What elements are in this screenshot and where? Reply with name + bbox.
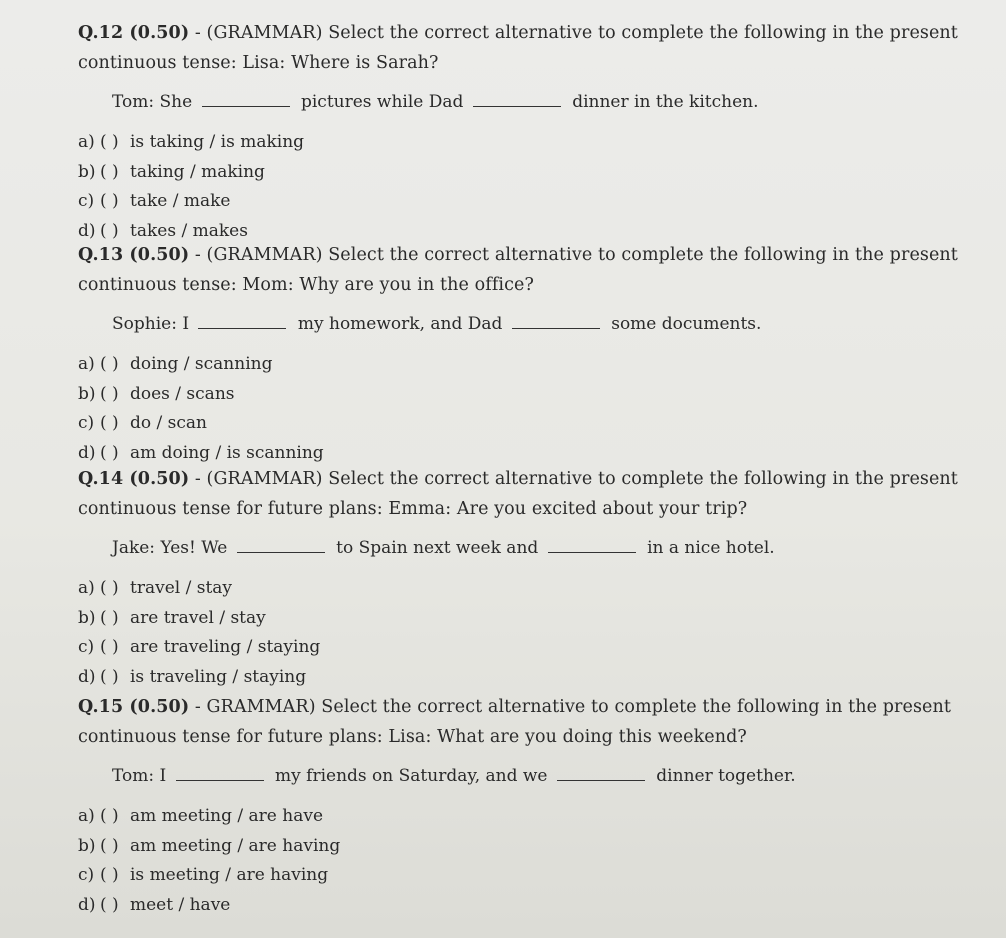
option-text: am meeting / are have	[130, 806, 324, 826]
option-letter: b)	[78, 383, 96, 404]
option-text: meet / have	[130, 894, 231, 915]
option-text: are travel / stay	[130, 607, 266, 628]
question-text: - (GRAMMAR) Select the correct alternative to complete the following in the present continuous tense: Lisa: Where is Sarah?	[78, 23, 958, 73]
option-a[interactable]	[78, 574, 978, 604]
answer-blank	[198, 312, 286, 329]
option-letter: d)	[78, 442, 96, 463]
option-text: is taking / is making	[130, 132, 305, 152]
dialogue-part: to Spain next week and	[336, 538, 539, 558]
options-list	[78, 574, 978, 692]
option-letter: d)	[78, 220, 96, 241]
dialogue-line	[112, 88, 978, 116]
dialogue-part: Jake: Yes! We	[112, 538, 228, 558]
question-number: Q.13 (0.50)	[78, 245, 190, 265]
option-letter: d)	[78, 894, 96, 915]
answer-blank	[473, 90, 561, 107]
option-text: taking / making	[130, 161, 265, 182]
dialogue-part: dinner in the kitchen.	[572, 92, 759, 112]
question-15	[78, 692, 978, 920]
option-letter: b)	[78, 835, 96, 856]
options-list	[78, 128, 978, 246]
answer-blank	[176, 764, 264, 781]
option-letter: a)	[78, 354, 95, 374]
dialogue-part: dinner together.	[656, 766, 796, 786]
option-text: is traveling / staying	[130, 666, 307, 687]
option-letter: c)	[78, 191, 95, 211]
option-d[interactable]	[78, 663, 978, 693]
question-stem	[78, 692, 978, 752]
question-number: Q.15 (0.50)	[78, 697, 190, 717]
question-stem	[78, 464, 978, 524]
option-text: do / scan	[130, 413, 207, 433]
option-text: am doing / is scanning	[130, 442, 324, 463]
option-c[interactable]	[78, 187, 978, 217]
option-text: am meeting / are having	[130, 835, 341, 856]
option-letter: d)	[78, 666, 96, 687]
option-c[interactable]	[78, 409, 978, 439]
option-b[interactable]	[78, 380, 978, 410]
option-text: are traveling / staying	[130, 637, 321, 657]
dialogue-line	[112, 762, 978, 790]
dialogue-part: Tom: She	[112, 92, 193, 112]
option-text: doing / scanning	[130, 354, 273, 374]
question-13	[78, 240, 978, 468]
question-12	[78, 18, 978, 246]
option-text: does / scans	[130, 383, 235, 404]
dialogue-part: my friends on Saturday, and we	[275, 766, 548, 786]
question-text: - (GRAMMAR) Select the correct alternative to complete the following in the present continuous tense: Mom: Why are you in the office?	[78, 245, 958, 295]
question-text: - (GRAMMAR) Select the correct alternative to complete the following in the present continuous tense for future plans: Emma: Are you excited about your trip?	[78, 469, 958, 519]
question-stem	[78, 240, 978, 300]
option-checkbox[interactable]: ( )	[100, 578, 119, 598]
option-checkbox[interactable]: ( )	[100, 413, 119, 433]
option-text: travel / stay	[130, 578, 233, 598]
option-letter: c)	[78, 413, 95, 433]
answer-blank	[548, 536, 636, 553]
question-stem	[78, 18, 978, 78]
option-letter: c)	[78, 637, 95, 657]
option-checkbox[interactable]: ( )	[100, 835, 119, 856]
option-text: is meeting / are having	[130, 865, 329, 885]
option-c[interactable]	[78, 861, 978, 891]
dialogue-part: Tom: I	[112, 766, 167, 786]
answer-blank	[237, 536, 325, 553]
option-b[interactable]	[78, 604, 978, 634]
option-checkbox[interactable]: ( )	[100, 220, 119, 241]
answer-blank	[512, 312, 600, 329]
dialogue-line	[112, 534, 978, 562]
option-checkbox[interactable]: ( )	[100, 191, 119, 211]
option-a[interactable]	[78, 350, 978, 380]
option-checkbox[interactable]: ( )	[100, 666, 119, 687]
option-text: takes / makes	[130, 220, 248, 241]
options-list	[78, 350, 978, 468]
option-letter: b)	[78, 161, 96, 182]
option-checkbox[interactable]: ( )	[100, 865, 119, 885]
option-b[interactable]	[78, 158, 978, 188]
option-letter: b)	[78, 607, 96, 628]
dialogue-part: my homework, and Dad	[297, 314, 503, 334]
option-c[interactable]	[78, 633, 978, 663]
option-checkbox[interactable]: ( )	[100, 442, 119, 463]
option-letter: a)	[78, 806, 95, 826]
question-number: Q.12 (0.50)	[78, 23, 190, 43]
option-checkbox[interactable]: ( )	[100, 806, 119, 826]
option-checkbox[interactable]: ( )	[100, 132, 119, 152]
option-letter: c)	[78, 865, 95, 885]
dialogue-line	[112, 310, 978, 338]
answer-blank	[557, 764, 645, 781]
dialogue-part: some documents.	[611, 314, 762, 334]
option-checkbox[interactable]: ( )	[100, 354, 119, 374]
option-checkbox[interactable]: ( )	[100, 383, 119, 404]
option-text: take / make	[130, 191, 231, 211]
dialogue-part: in a nice hotel.	[647, 538, 775, 558]
question-14	[78, 464, 978, 692]
dialogue-part: pictures while Dad	[300, 92, 464, 112]
option-checkbox[interactable]: ( )	[100, 607, 119, 628]
option-checkbox[interactable]: ( )	[100, 894, 119, 915]
option-letter: a)	[78, 578, 95, 598]
option-letter: a)	[78, 132, 95, 152]
option-d[interactable]	[78, 891, 978, 921]
option-checkbox[interactable]: ( )	[100, 161, 119, 182]
option-checkbox[interactable]: ( )	[100, 637, 119, 657]
option-b[interactable]	[78, 832, 978, 862]
question-number: Q.14 (0.50)	[78, 469, 190, 489]
question-text: - GRAMMAR) Select the correct alternative to complete the following in the present continuous tense for future plans: Lisa: What are you doing this weekend?	[78, 697, 952, 747]
option-a[interactable]	[78, 802, 978, 832]
options-list	[78, 802, 978, 920]
dialogue-part: Sophie: I	[112, 314, 190, 334]
option-a[interactable]	[78, 128, 978, 158]
answer-blank	[202, 90, 290, 107]
